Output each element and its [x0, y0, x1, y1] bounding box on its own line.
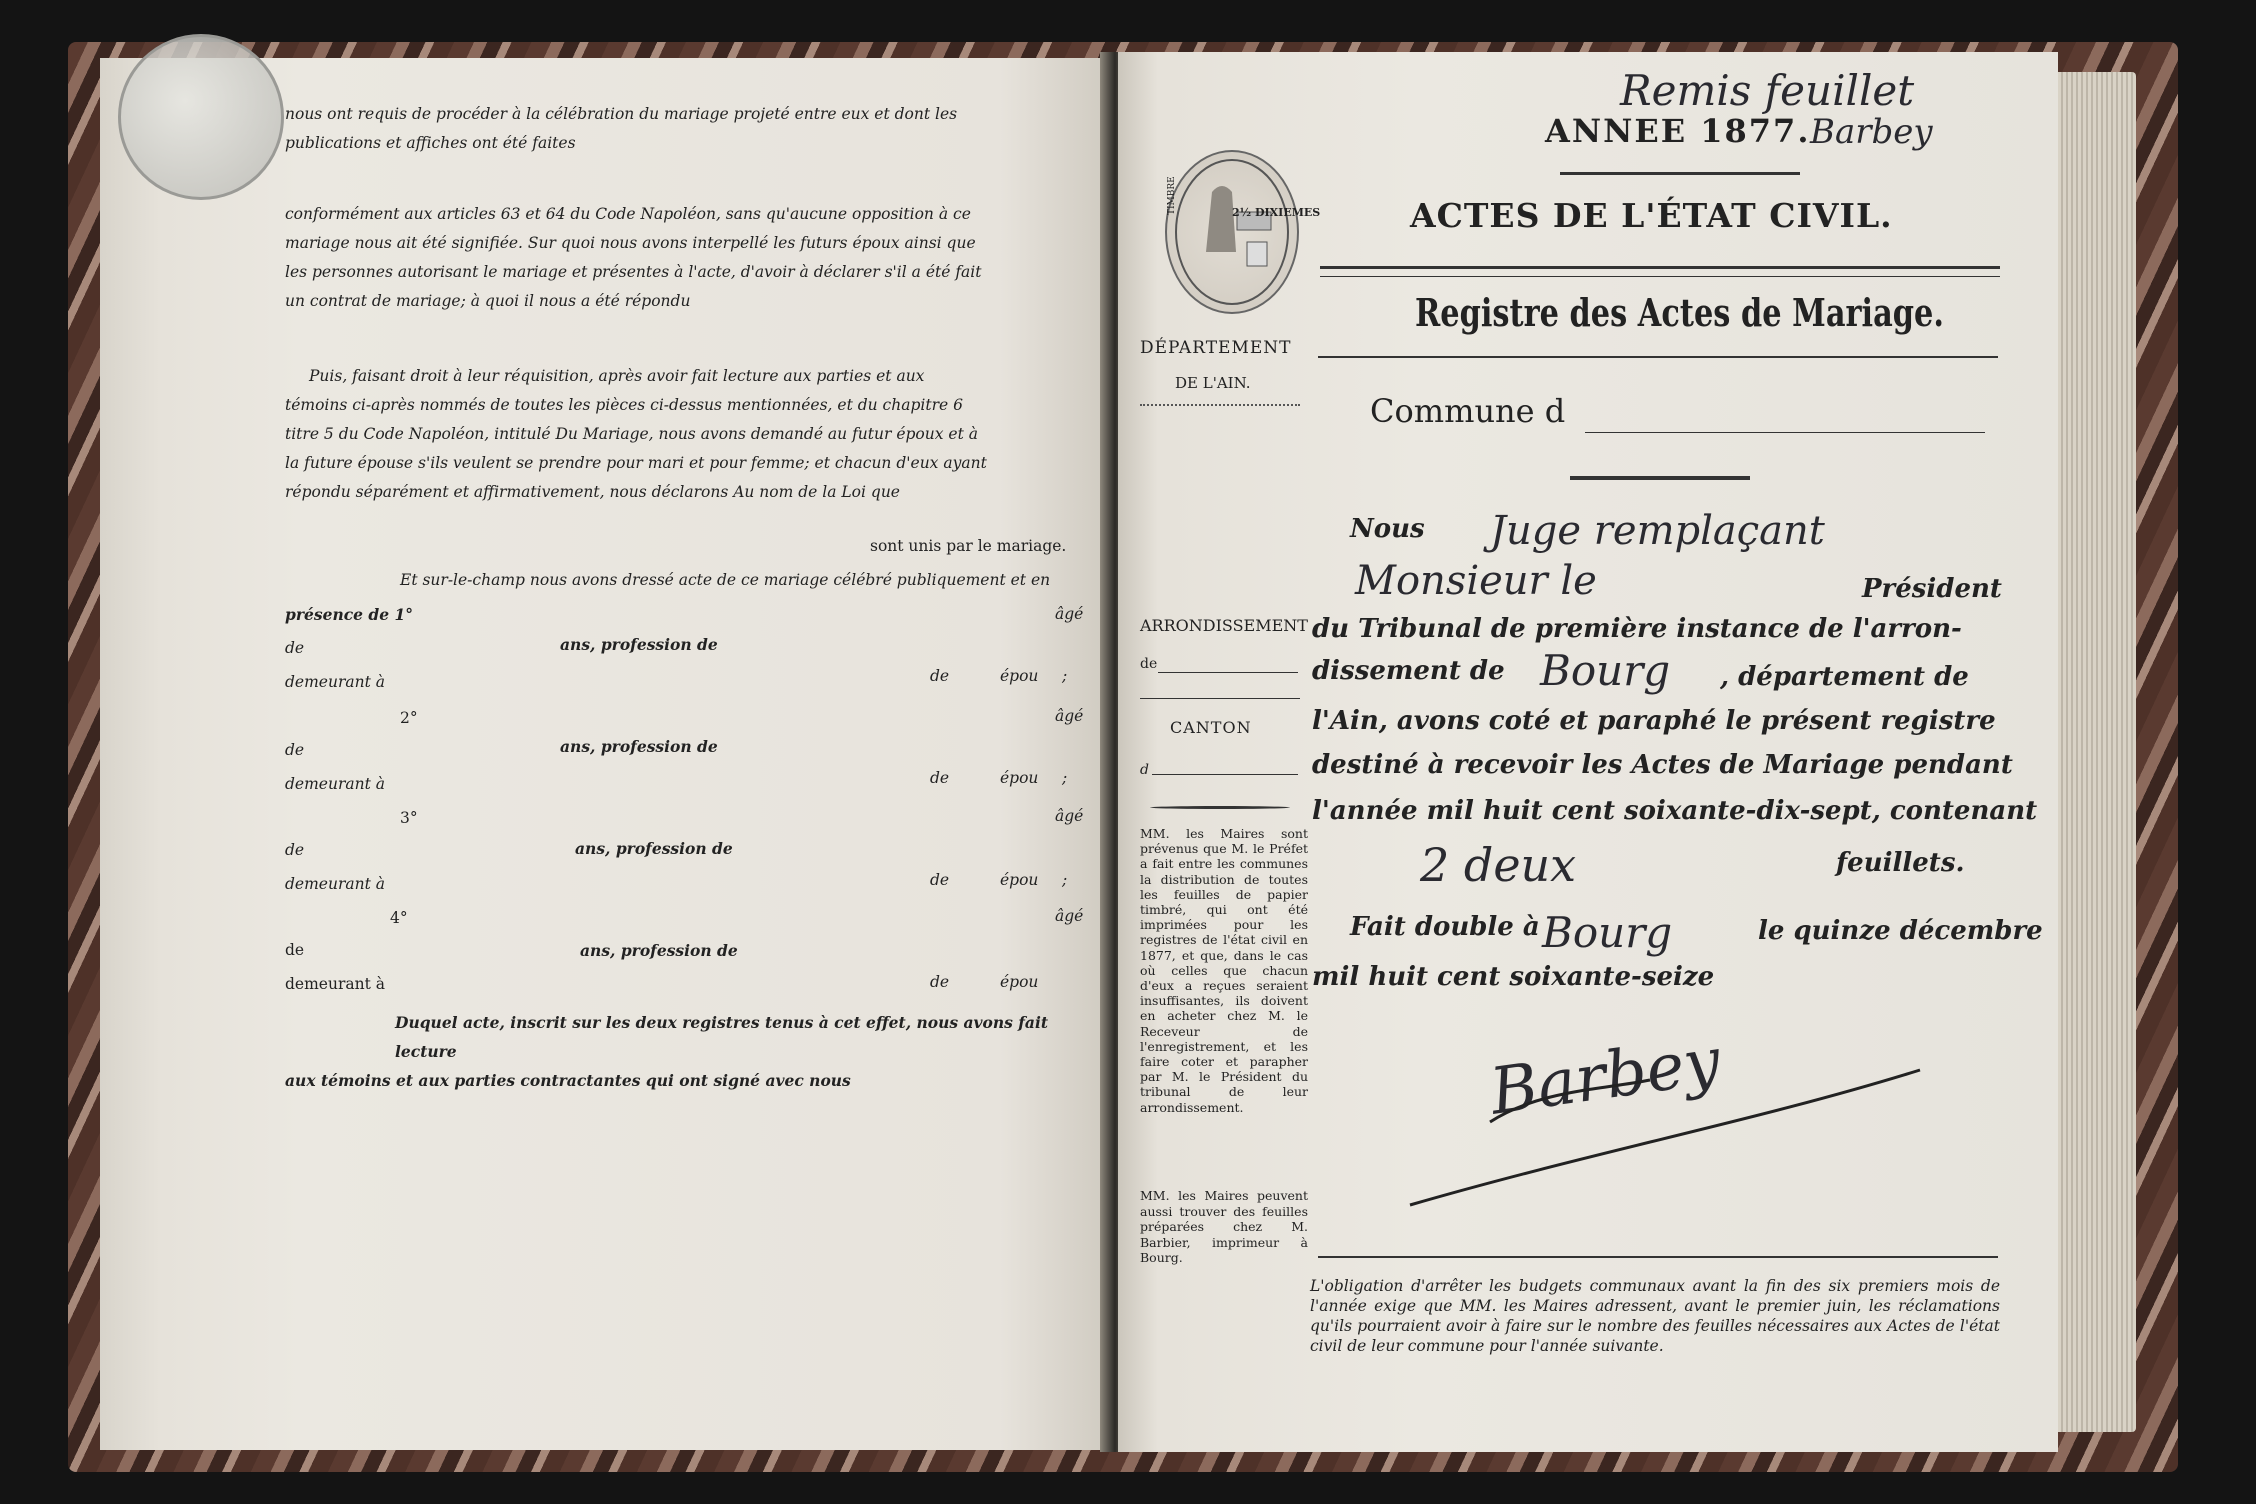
- demeurant-label-3: demeurant à: [285, 875, 385, 893]
- canton-rule: [1140, 698, 1300, 699]
- commune-line: [1585, 432, 1985, 433]
- de-label-1: de: [285, 639, 305, 657]
- tax-stamp: [1165, 150, 1299, 314]
- profession-label-1: ans, profession de: [560, 635, 718, 654]
- de-epou-1c: ;: [1062, 667, 1068, 685]
- canton-label: CANTON: [1170, 718, 1252, 737]
- body-line-5: l'année mil huit cent soixante-dix-sept, contenant: [1312, 796, 2038, 826]
- stamp-value: 2½ DIXIEMES: [1232, 206, 1321, 219]
- de-label-3: de: [285, 841, 305, 859]
- witness-2-label: 2°: [400, 709, 418, 727]
- stamp-text: TIMBRE: [1167, 176, 1177, 215]
- departement-underline: [1140, 404, 1300, 406]
- handwritten-juge: Juge remplaçant: [1490, 508, 1825, 554]
- demeurant-label-2: demeurant à: [285, 775, 385, 793]
- year-heading: ANNEE 1877.: [1545, 112, 1811, 150]
- handwritten-initials: Barbey: [1810, 112, 1933, 152]
- footer-note: L'obligation d'arrêter les budgets communaux avant la fin des six premiers mois de l'année exige que MM. les Maires adressent, avant le premier juin, les réclamations qu'ils pourraient avoir à faire sur le nombre des feuilles nécessaires aux Actes de l'état civil de leur commune pour l'année suivante.: [1310, 1277, 2000, 1355]
- left-paragraph-3: Puis, faisant droit à leur réquisition, après avoir fait lecture aux parties et aux témoins ci-après nommés de toutes les pièces ci-dessus mentionnées, et du chapitre 6 titre 5 du Code Napoléon, intitulé Du Mariage, nous avons demandé au futur époux et à la future épouse s'ils veulent se prendre pour mari et pour femme; et chacun d'eux ayant répondu séparément et affirmativement, nous déclarons Au nom de la Loi que: [285, 367, 987, 501]
- body-line-4: destiné à recevoir les Actes de Mariage pendant: [1312, 750, 2013, 780]
- feuillets-label: feuillets.: [1836, 848, 1965, 878]
- stamp-figure-icon: [1167, 152, 1297, 312]
- title-rule-bottom: [1320, 276, 2000, 277]
- date-line-2: mil huit cent soixante-seize: [1312, 962, 1715, 992]
- body-line-2a: dissement de: [1312, 656, 1505, 686]
- barbier-notice: MM. les Maires peuvent aussi trouver des feuilles préparées chez M. Barbier, imprimeur à Bourg.: [1140, 1188, 1308, 1265]
- departement-value: DE L'AIN.: [1175, 374, 1251, 392]
- footer-rule: [1318, 1256, 1998, 1258]
- year-rule: [1560, 172, 1800, 175]
- body-line-2b: , département de: [1720, 662, 1969, 692]
- date-line-1: le quinze décembre: [1758, 916, 2043, 946]
- departement-label: DÉPARTEMENT: [1140, 338, 1292, 358]
- president-label: Président: [1862, 574, 2002, 604]
- fait-double-label: Fait double à: [1350, 912, 1540, 942]
- profession-label-3: ans, profession de: [575, 839, 733, 858]
- left-paragraph-4: Et sur-le-champ nous avons dressé acte de ce mariage célébré publiquement et en: [400, 571, 1051, 589]
- signature: Barbey: [1485, 1024, 1725, 1130]
- body-line-1: du Tribunal de première instance de l'arron-: [1312, 614, 1962, 644]
- signature-flourish: [1400, 1030, 1960, 1220]
- age-label-4: âgé: [1055, 907, 1084, 925]
- unis-line: sont unis par le mariage.: [870, 537, 1067, 555]
- de-epou-4b: épou: [1000, 973, 1039, 991]
- nous-label: Nous: [1350, 514, 1425, 544]
- de-label-4: de: [285, 941, 305, 959]
- de-epou-1b: épou: [1000, 667, 1039, 685]
- main-title: ACTES DE L'ÉTAT CIVIL.: [1410, 196, 1893, 235]
- handwritten-note-top: Remis feuillet: [1620, 66, 1915, 115]
- de-epou-3b: épou: [1000, 871, 1039, 889]
- title-rule-top: [1320, 266, 2000, 269]
- age-label-2: âgé: [1055, 707, 1084, 725]
- register-subtitle: Registre des Actes de Mariage.: [1415, 290, 1944, 335]
- de-epou-2c: ;: [1062, 769, 1068, 787]
- de-epou-2a: de: [930, 769, 950, 787]
- notice-divider: [1150, 806, 1290, 809]
- age-label-3: âgé: [1055, 807, 1084, 825]
- demeurant-label-1: demeurant à: [285, 673, 385, 691]
- commune-label: Commune d: [1370, 392, 1566, 430]
- de-label-2: de: [285, 741, 305, 759]
- profession-label-2: ans, profession de: [560, 737, 718, 756]
- demeurant-label-4: demeurant à: [285, 975, 385, 993]
- handwritten-monsieur: Monsieur le: [1355, 558, 1597, 604]
- profession-label-4: ans, profession de: [580, 941, 738, 960]
- handwritten-bourg: Bourg: [1540, 646, 1671, 695]
- arrondissement-de: de: [1140, 656, 1158, 672]
- maires-notice: MM. les Maires sont prévenus que M. le Préfet a fait entre les communes la distribution de toutes les feuilles de papier timbré, qui ont été imprimées pour les registres de l'état civil en 1877, et que, dans le cas où celles que chacun d'eux a reçues seraient insuffisantes, ils doivent en acheter chez M. le Receveur de l'enregistrement, et les faire coter et parapher par M. le Président du tribunal de leur arrondissement.: [1140, 826, 1308, 1115]
- arrondissement-line: [1158, 672, 1298, 673]
- de-epou-3a: de: [930, 871, 950, 889]
- left-paragraph-1: nous ont requis de procéder à la célébration du mariage projeté entre eux et dont les publications et affiches ont été faites: [285, 105, 958, 152]
- ornament-rule: [1570, 476, 1750, 480]
- de-epou-2b: épou: [1000, 769, 1039, 787]
- handwritten-count: 2 deux: [1420, 838, 1577, 892]
- arrondissement-label: ARRONDISSEMENT: [1140, 616, 1308, 635]
- age-label-1: âgé: [1055, 605, 1084, 623]
- subtitle-rule: [1318, 356, 1998, 358]
- de-epou-1a: de: [930, 667, 950, 685]
- left-paragraph-2: conformément aux articles 63 et 64 du Code Napoléon, sans qu'aucune opposition à ce mariage nous ait été signifiée. Sur quoi nous avons interpellé les futurs époux ainsi que les personnes autorisant le mariage et présentes à l'acte, d'avoir à déclarer s'il a été fait un contrat de mariage; à quoi il nous a été répondu: [285, 205, 982, 310]
- presence-label: présence de 1°: [285, 605, 414, 624]
- page-edges: [2058, 72, 2136, 1432]
- body-line-3: l'Ain, avons coté et paraphé le présent registre: [1312, 706, 1996, 736]
- left-paragraph-5: Duquel acte, inscrit sur les deux registres tenus à cet effet, nous avons fait lecture aux témoins et aux parties contractantes qui ont signé avec nous: [285, 1013, 1049, 1090]
- magnifier-lens: [118, 34, 284, 200]
- de-epou-4a: de: [930, 973, 950, 991]
- handwritten-bourg-2: Bourg: [1542, 908, 1673, 957]
- witness-4-label: 4°: [390, 909, 408, 927]
- canton-d: d: [1140, 762, 1149, 778]
- witness-3-label: 3°: [400, 809, 418, 827]
- canton-line: [1152, 774, 1298, 775]
- de-epou-3c: ;: [1062, 871, 1068, 889]
